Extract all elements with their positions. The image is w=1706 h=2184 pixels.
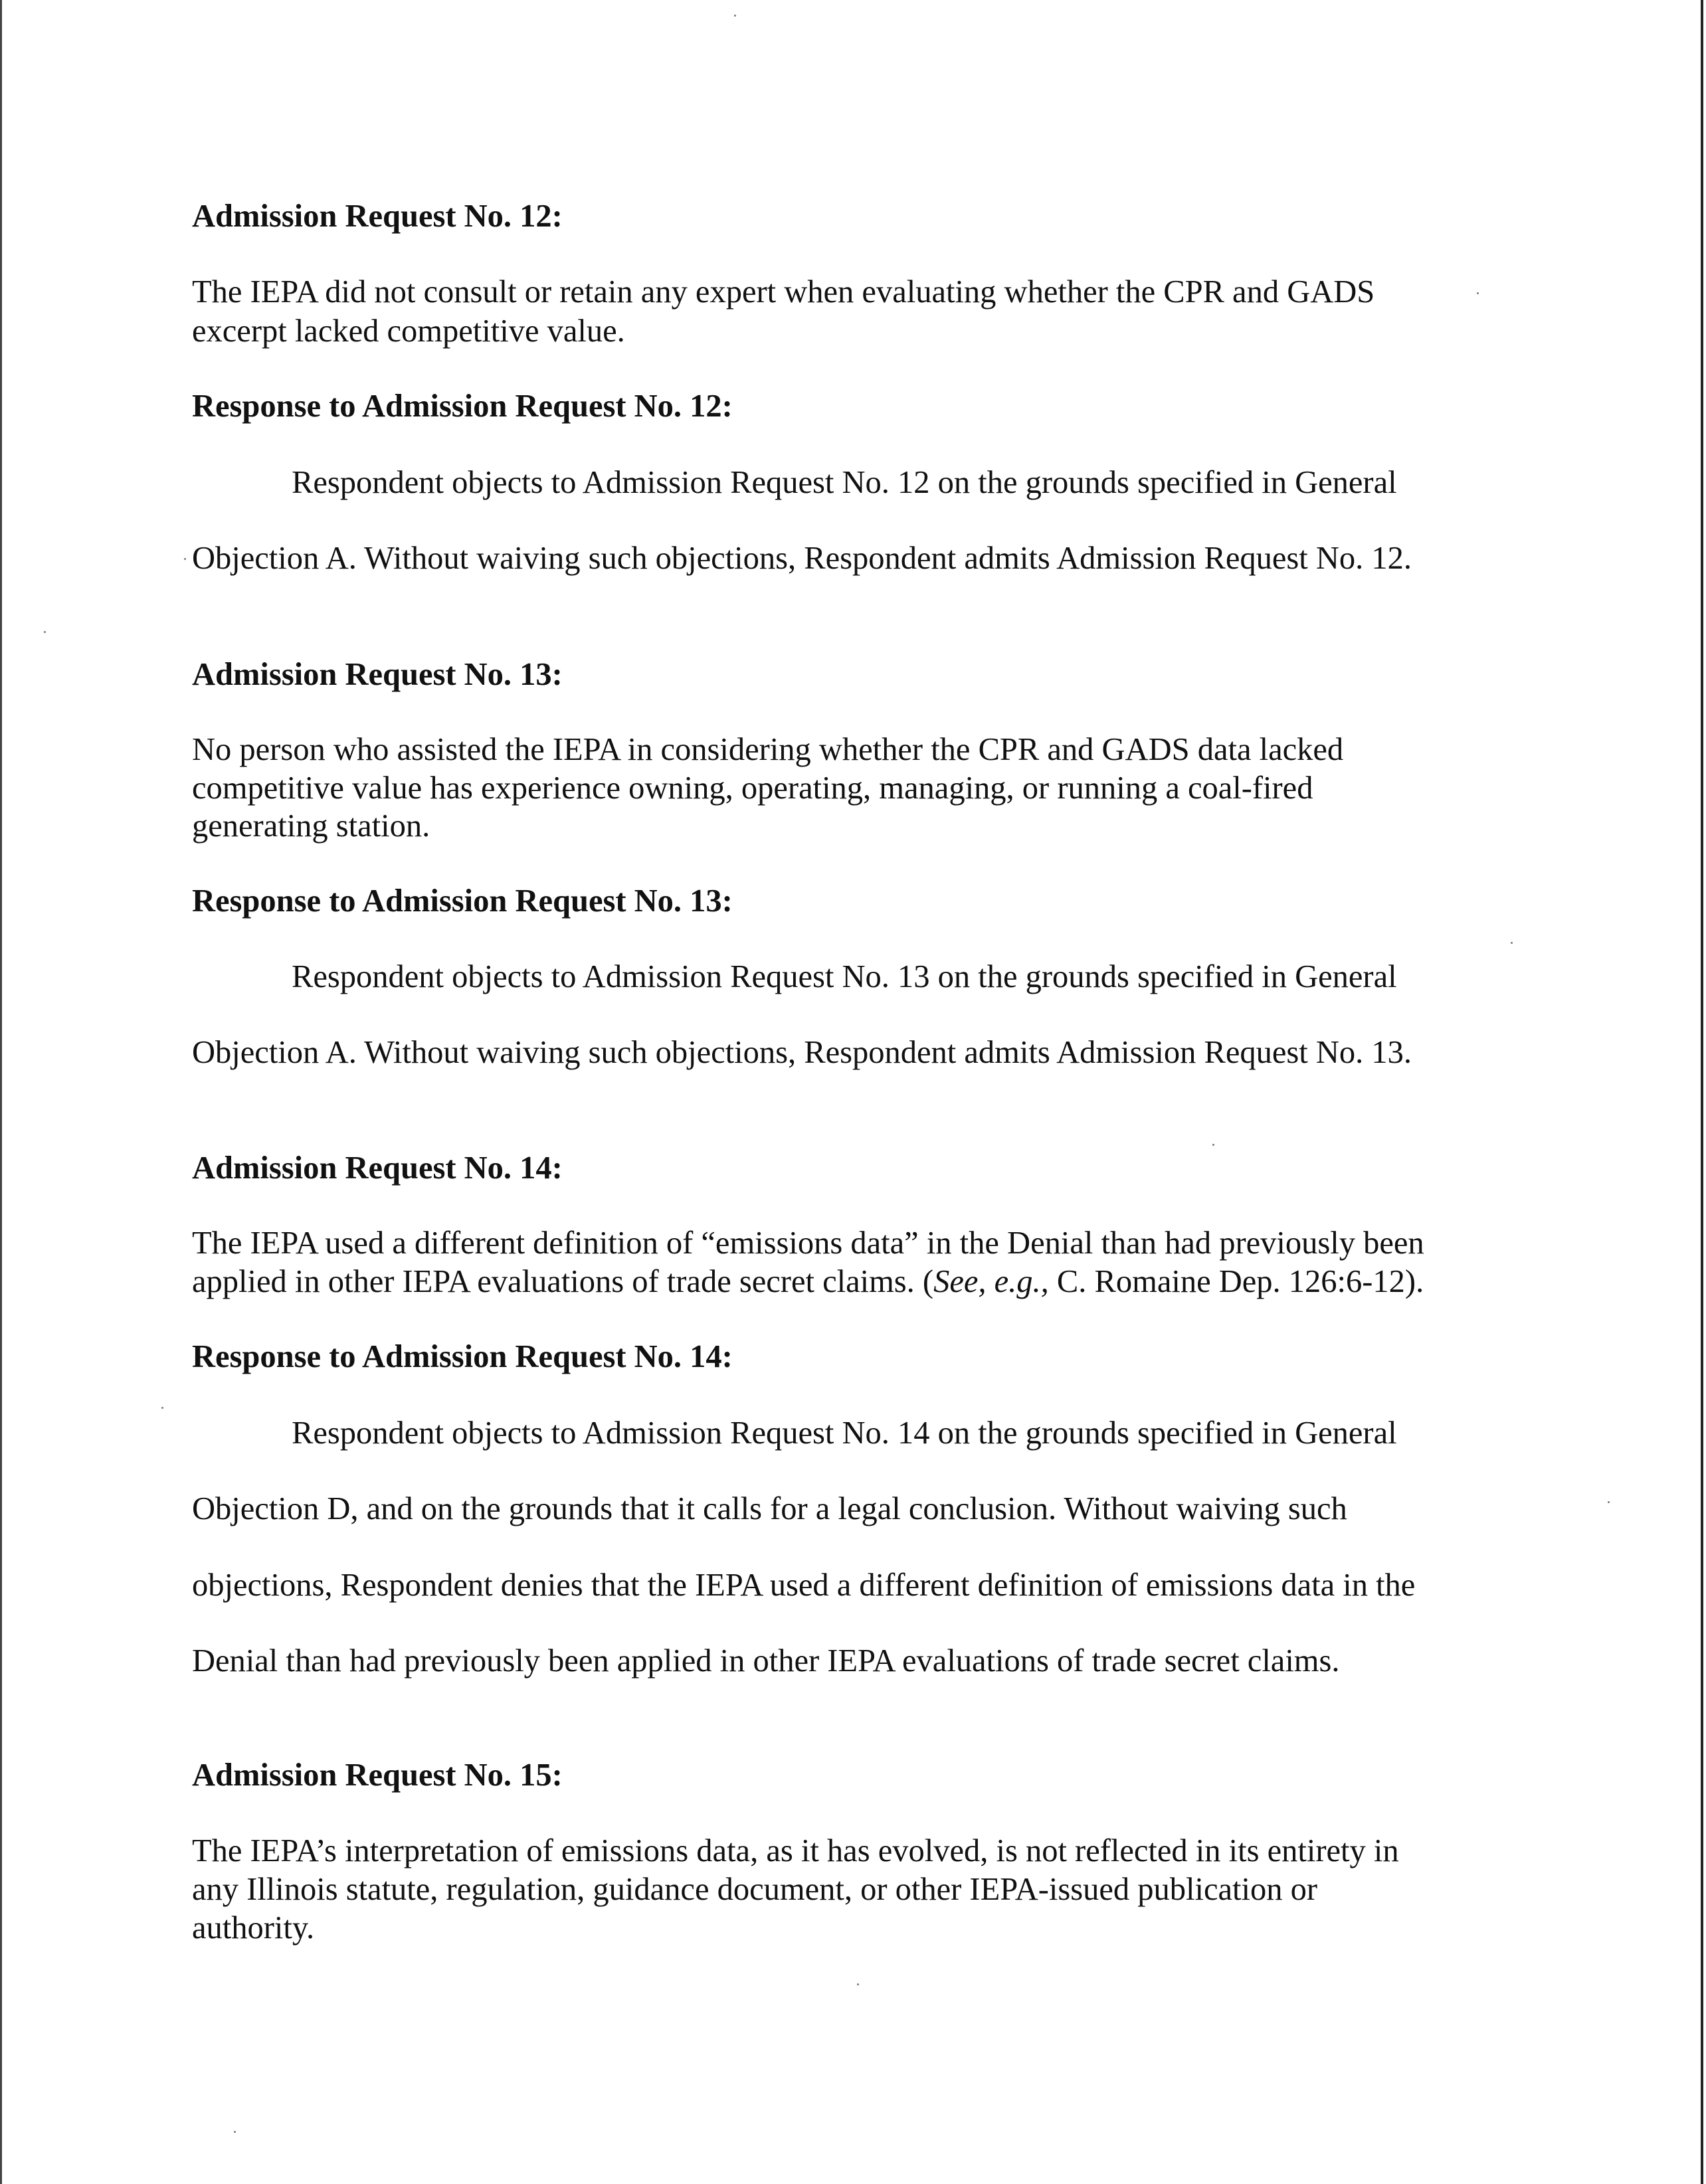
scan-speck xyxy=(1477,292,1479,294)
scan-speck xyxy=(44,631,46,633)
admission-request-12-line-1: The IEPA did not consult or retain any expert when evaluating whether the CPR and GADS xyxy=(192,274,1375,310)
response-14-heading: Response to Admission Request No. 14: xyxy=(192,1339,733,1374)
admission-request-14-heading: Admission Request No. 14: xyxy=(192,1150,563,1186)
scan-speck xyxy=(857,1983,859,1985)
citation-signal: See, e.g., xyxy=(933,1264,1049,1299)
scan-speck xyxy=(1511,942,1513,944)
admission-request-13-heading: Admission Request No. 13: xyxy=(192,657,563,692)
admission-request-12-line-2: excerpt lacked competitive value. xyxy=(192,314,625,349)
admission-request-13-line-3: generating station. xyxy=(192,808,430,844)
admission-request-15-line-2: any Illinois statute, regulation, guidance document, or other IEPA-issued publication or xyxy=(192,1872,1317,1907)
admission-request-14-line-1: The IEPA used a different definition of “emissions data” in the Denial than had previously been xyxy=(192,1226,1424,1261)
citation-lead-text: applied in other IEPA evaluations of trade secret claims. ( xyxy=(192,1264,934,1299)
response-14-line-1: Respondent objects to Admission Request No. 14 on the grounds specified in General xyxy=(292,1415,1397,1451)
scan-speck xyxy=(1608,1501,1610,1503)
citation-reference: C. Romaine Dep. 126:6-12). xyxy=(1048,1264,1424,1299)
response-14-line-4: Denial than had previously been applied in other IEPA evaluations of trade secret claims. xyxy=(192,1643,1340,1679)
response-13-heading: Response to Admission Request No. 13: xyxy=(192,883,733,919)
admission-request-15-heading: Admission Request No. 15: xyxy=(192,1758,563,1793)
response-12-heading: Response to Admission Request No. 12: xyxy=(192,389,733,424)
scan-speck xyxy=(184,558,186,560)
response-14-line-3: objections, Respondent denies that the IEPA used a different definition of emissions data in the xyxy=(192,1568,1416,1603)
response-13-line-2: Objection A. Without waiving such objections, Respondent admits Admission Request No. 13. xyxy=(192,1035,1412,1070)
scan-speck xyxy=(1212,1144,1214,1146)
response-12-line-1: Respondent objects to Admission Request No. 12 on the grounds specified in General xyxy=(292,465,1397,500)
response-13-line-1: Respondent objects to Admission Request No. 13 on the grounds specified in General xyxy=(292,959,1397,994)
scan-speck xyxy=(161,1407,163,1409)
scan-speck xyxy=(234,2131,236,2133)
admission-request-14-line-2 xyxy=(192,1263,1424,1301)
admission-request-13-line-2: competitive value has experience owning, operating, managing, or running a coal-fired xyxy=(192,771,1313,806)
scan-speck xyxy=(734,15,736,17)
admission-request-15-line-3: authority. xyxy=(192,1910,315,1946)
response-14-line-2: Objection D, and on the grounds that it calls for a legal conclusion. Without waiving such xyxy=(192,1491,1347,1526)
response-12-line-2: Objection A. Without waiving such objections, Respondent admits Admission Request No. 12. xyxy=(192,541,1412,576)
admission-request-12-heading: Admission Request No. 12: xyxy=(192,199,563,234)
admission-request-13-line-1: No person who assisted the IEPA in considering whether the CPR and GADS data lacked xyxy=(192,732,1344,767)
admission-request-15-line-1: The IEPA’s interpretation of emissions data, as it has evolved, is not reflected in its entirety in xyxy=(192,1833,1399,1868)
